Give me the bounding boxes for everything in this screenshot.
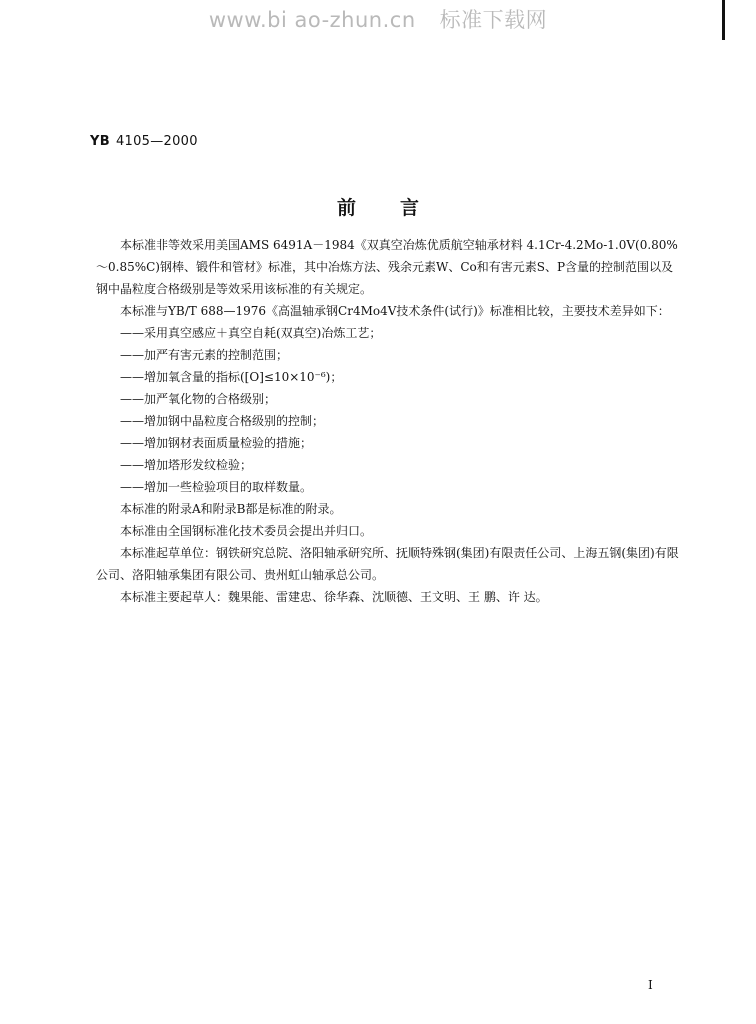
page-title: 前言 [336, 197, 463, 219]
standard-prefix: YB [90, 134, 110, 149]
page-number: I [648, 978, 653, 992]
list-item: ——增加塔形发纹检验； [120, 458, 253, 472]
paragraph-comparison: 本标准与YB/T 688—1976《高温轴承钢Cr4Mo4V技术条件(试行)》标准相比较，主要技术差异如下： [120, 304, 670, 318]
paragraph-proposer: 本标准由全国钢标准化技术委员会提出并归口。 [120, 524, 373, 538]
list-item: ——增加氧含量的指标([O]≤10×10⁻⁶)； [120, 370, 343, 384]
standard-code [90, 134, 198, 149]
watermark-site: 标准下载网 [439, 8, 548, 32]
list-item: ——增加钢材表面质量检验的措施； [120, 436, 313, 450]
list-item: ——加严氧化物的合格级别； [120, 392, 277, 406]
watermark [0, 4, 756, 34]
paragraph-appendix: 本标准的附录A和附录B都是标准的附录。 [120, 502, 342, 516]
standard-number: 4105—2000 [115, 134, 198, 149]
watermark-url: www.bi ao-zhun.cn [208, 8, 416, 32]
list-item: ——增加钢中晶粒度合格级别的控制； [120, 414, 325, 428]
page-edge-mark [722, 0, 725, 40]
paragraph-drafters: 本标准主要起草人：魏果能、雷建忠、徐华森、沈顺德、王文明、王 鹏、许 达。 [120, 590, 548, 604]
paragraph-adoption: 本标准非等效采用美国AMS 6491A－1984《双真空冶炼优质航空轴承材料 4.1Cr-4.2Mo-1.0V(0.80%～0.85%C)钢棒、锻件和管材》标准，其中冶炼方法、残余元素W、Co和有害元素S、P含量的控制范围以及钢中晶粒度合格级别是等效采用该标准的有关规定。 [96, 238, 678, 296]
list-item: ——加严有害元素的控制范围； [120, 348, 289, 362]
list-item: ——增加一些检验项目的取样数量。 [120, 480, 313, 494]
paragraph-drafting-units: 本标准起草单位：钢铁研究总院、洛阳轴承研究所、抚顺特殊钢(集团)有限责任公司、上海五钢(集团)有限公司、洛阳轴承集团有限公司、贵州虹山轴承总公司。 [96, 546, 679, 582]
list-item: ——采用真空感应＋真空自耗(双真空)冶炼工艺； [120, 326, 382, 340]
foreword-body [96, 234, 682, 608]
